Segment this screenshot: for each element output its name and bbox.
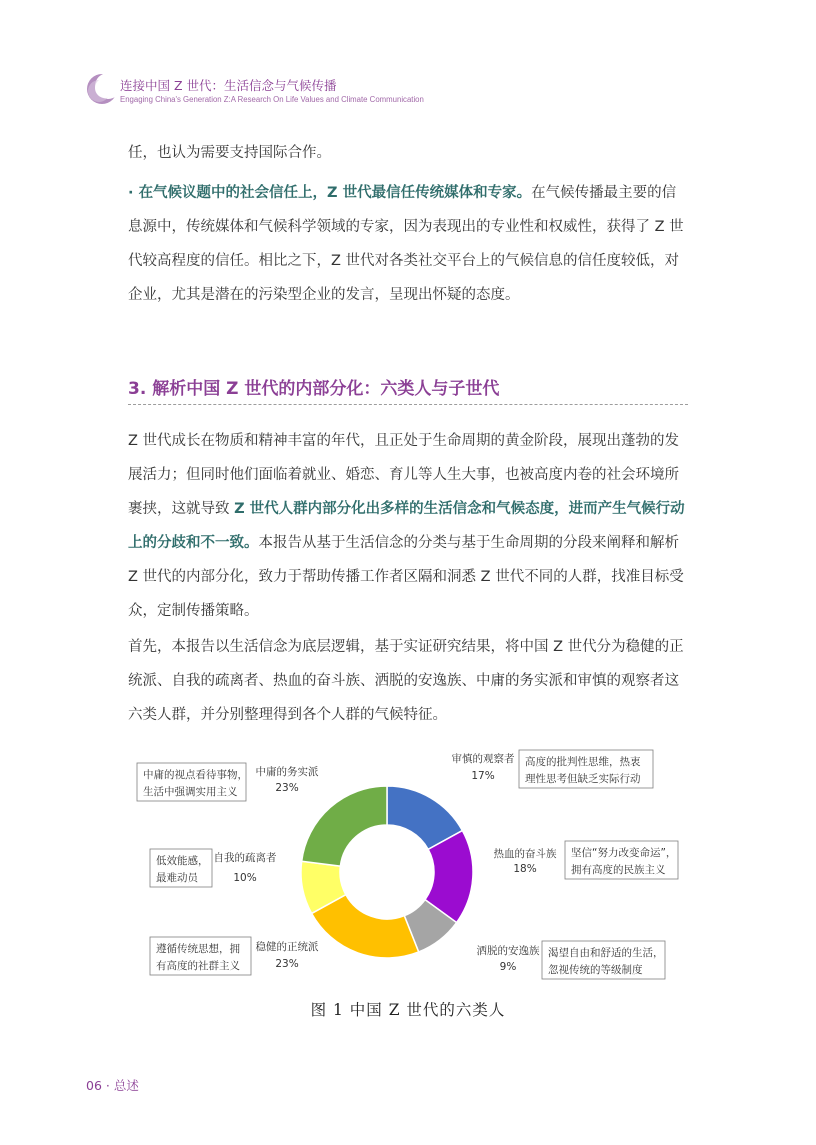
slice-name-label: 自我的疏离者 (213, 852, 277, 864)
paragraph-generation-z (128, 424, 688, 628)
annotation-text: 生活中强调实用主义 (143, 786, 238, 798)
section-title: 3. 解析中国 Z 世代的内部分化：六类人与子世代 (128, 379, 500, 399)
annotation-text: 渴望自由和舒适的生活， (548, 947, 664, 959)
bullet-text: 在气候传播最主要的信息源中，传统媒体和气候科学领域的专家，因为表现出的专业性和权威性，获得了 Z 世代较高程度的信任。相比之下，Z 世代对各类社交平台上的气候信息的信任度较低，对企业，尤其是潜在的污染型企业的发言，呈现出怀疑的态度。 (128, 185, 684, 303)
bullet-paragraph (128, 176, 688, 312)
slice-name-label: 审慎的观察者 (451, 753, 515, 765)
annotation-text: 高度的批判性思维，热衷 (525, 756, 641, 768)
paragraph-continued: 任，也认为需要支持国际合作。 (128, 145, 331, 161)
paragraph-six-groups: 首先，本报告以生活信念为底层逻辑，基于实证研究结果，将中国 Z 世代分为稳健的正统派、自我的疏离者、热血的奋斗族、洒脱的安逸族、中庸的务实派和审慎的观察者这六类人群，并分别整理得到各个人群的气候特征。 (128, 639, 684, 723)
annotation-text: 坚信“努力改变命运”， (571, 847, 677, 859)
crescent-logo-icon (86, 72, 118, 106)
bullet-prefix: · (128, 185, 139, 201)
header-title: 连接中国 Z 世代：生活信念与气候传播 (120, 78, 337, 93)
slice-value-label: 10% (233, 872, 257, 884)
slice-name-label: 中庸的务实派 (255, 766, 319, 778)
slice-value-label: 17% (471, 770, 495, 782)
annotation-text: 理性思考但缺乏实际行动 (525, 773, 641, 785)
slice-value-label: 9% (499, 961, 517, 973)
slice-value-label: 23% (275, 782, 299, 794)
section-divider (128, 404, 688, 405)
donut-slice (302, 786, 387, 866)
slice-value-label: 18% (513, 863, 537, 875)
annotation-text: 遵循传统思想，拥 (156, 943, 240, 955)
figure-caption: 图 1 中国 Z 世代的六类人 (310, 1001, 506, 1019)
slice-value-label: 23% (275, 958, 299, 970)
paragraph-emphasis: Z 世代人群内部分化出多样的生活信念和气候态度，进而产生气候行动上的分歧和不一致。 (128, 501, 685, 551)
page-footer: 06 · 总述 (86, 1078, 139, 1093)
annotation-text: 最难动员 (156, 872, 198, 884)
annotation-text: 低效能感， (156, 855, 209, 867)
donut-chart (0, 745, 816, 985)
slice-name-label: 稳健的正统派 (255, 941, 319, 953)
report-header (86, 72, 466, 112)
slice-name-label: 洒脱的安逸族 (476, 945, 540, 957)
bullet-emphasis: 在气候议题中的社会信任上，Z 世代最信任传统媒体和专家。 (138, 185, 532, 201)
annotation-text: 拥有高度的民族主义 (571, 864, 666, 876)
annotation-text: 忽视传统的等级制度 (548, 964, 643, 976)
slice-name-label: 热血的奋斗族 (493, 848, 557, 860)
annotation-text: 中庸的视点看待事物， (143, 769, 248, 781)
paragraph-text-b: 本报告从基于生活信念的分类与基于生命周期的分段来阐释和解析 Z 世代的内部分化，致力于帮助传播工作者区隔和洞悉 Z 世代不同的人群，找准目标受众，定制传播策略。 (128, 535, 684, 619)
paragraph-text-a: Z 世代成长在物质和精神丰富的年代，且正处于生命周期的黄金阶段，展现出蓬勃的发展活力；但同时他们面临着就业、婚恋、育儿等人生大事，也被高度内卷的社会环境所裹挟，这就导致 (128, 433, 680, 517)
annotation-text: 有高度的社群主义 (156, 960, 240, 972)
header-subtitle: Engaging China's Generation Z:A Research On Life Values and Climate Communication (120, 95, 424, 104)
